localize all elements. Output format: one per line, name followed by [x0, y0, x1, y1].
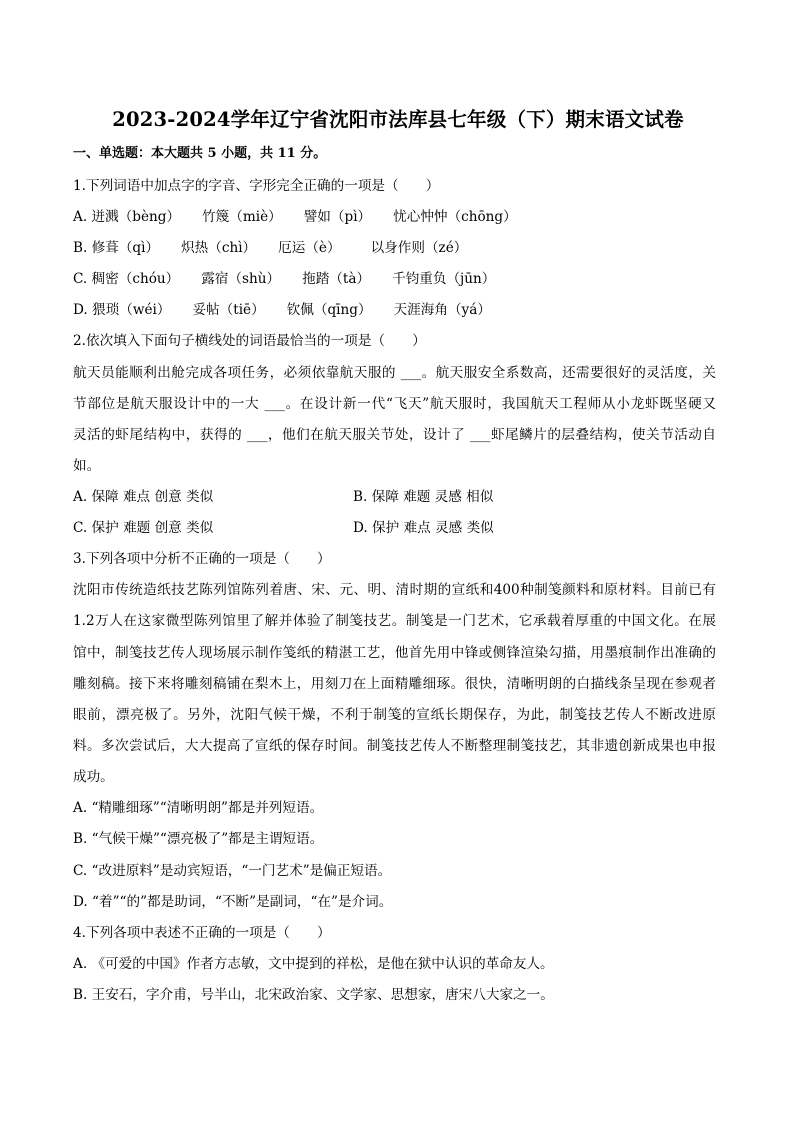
q1-stem: 1.下列词语中加点字的字音、字形完全正确的一项是（ ） — [73, 178, 440, 194]
q1-c-word4: 千钧重负（jūn） — [392, 271, 496, 287]
q2-option-d: D. 保护 难点 灵感 类似 — [353, 520, 494, 536]
q3-passage-line: 馆中，制笺技艺传人现场展示制作笺纸的精湛工艺，他首先用中锋或侧锋渲染勾描，用墨痕制作出准确的 — [73, 645, 716, 661]
q2-passage-line: 航天员能顺利出舱完成各项任务，必须依靠航天服的 ___。航天服安全系数高，还需要很好的灵活度，关 — [73, 365, 716, 381]
q2-option-c: C. 保护 难题 创意 类似 — [73, 520, 214, 536]
q4-stem: 4.下列各项中表述不正确的一项是（ ） — [73, 925, 331, 941]
q2-passage-line: 节部位是航天服设计中的一大 ___。在设计新一代“飞天”航天服时，我国航天工程师从小龙虾既坚硬又 — [73, 396, 716, 412]
q2-passage-line: 如。 — [73, 458, 101, 474]
q3-stem: 3.下列各项中分析不正确的一项是（ ） — [73, 551, 331, 567]
q1-a-word2: 竹篾（miè） — [202, 209, 282, 225]
section-heading: 一、单选题：本大题共 5 小题，共 11 分。 — [73, 146, 327, 161]
q1-c-word1: C. 稠密（chóu） — [73, 271, 180, 287]
q2-passage-line: 灵活的虾尾结构中，获得的 ___，他们在航天服关节处，设计了 ___虾尾鳞片的层叠结构，使关节活动自 — [73, 427, 716, 443]
q3-passage-line: 料。多次尝试后，大大提高了宣纸的保存时间。制笺技艺传人不断整理制笺技艺，其非遗创新成果也申报 — [73, 738, 716, 754]
q3-option-d: D. “着”“的”都是助词，“不断”是副词，“在”是介词。 — [73, 894, 393, 910]
q1-a-word4: 忧心忡忡（chōng） — [393, 209, 517, 225]
q2-option-a: A. 保障 难点 创意 类似 — [73, 489, 214, 505]
q1-b-word2: 炽热（chì） — [181, 240, 257, 256]
q1-option-b — [73, 239, 467, 257]
page-title: 2023-2024学年辽宁省沈阳市法库县七年级（下）期末语文试卷 — [112, 108, 684, 131]
q1-a-word3: 譬如（pì） — [303, 209, 372, 225]
q3-passage-line: 眼前，漂亮极了。另外，沈阳气候干燥，不利于制笺的宣纸长期保存，为此，制笺技艺传人不断改进原 — [73, 707, 716, 723]
q4-option-a: A. 《可爱的中国》作者方志敏，文中提到的祥松，是他在狱中认识的革命友人。 — [73, 956, 554, 972]
q3-passage-line: 沈阳市传统造纸技艺陈列馆陈列着唐、宋、元、明、清时期的宣纸和400种制笺颜料和原材料。目前已有 — [73, 582, 716, 598]
q3-option-a: A. “精雕细琢”“清晰明朗”都是并列短语。 — [73, 800, 324, 816]
q1-d-word3: 钦佩（qīng） — [286, 302, 372, 318]
q1-option-c — [73, 270, 495, 288]
q1-c-word3: 拖踏（tà） — [302, 271, 371, 287]
q3-option-b: B. “气候干燥”“漂亮极了”都是主谓短语。 — [73, 831, 324, 847]
q2-option-b: B. 保障 难题 灵感 相似 — [353, 489, 494, 505]
q1-d-word2: 妥帖（tiē） — [192, 302, 265, 318]
q3-passage-line: 成功。 — [73, 769, 114, 785]
q1-a-word1: A. 迸溅（bèng） — [73, 209, 181, 225]
q1-c-word2: 露宿（shù） — [201, 271, 281, 287]
q1-d-word4: 天涯海角（yá） — [393, 302, 491, 318]
q1-b-word1: B. 修葺（qì） — [73, 240, 160, 256]
q3-option-c: C. “改进原料”是动宾短语，“一门艺术”是偏正短语。 — [73, 863, 392, 879]
q2-stem: 2.依次填入下面句子横线处的词语最恰当的一项是（ ） — [73, 333, 426, 349]
q1-b-word4: 以身作则（zé） — [370, 240, 468, 256]
q1-d-word1: D. 猥琐（wéi） — [73, 302, 171, 318]
q1-option-a — [73, 208, 517, 226]
q3-passage-line: 雕刻稿。接下来将雕刻稿铺在梨木上，用刻刀在上面精雕细琢。很快，清晰明朗的白描线条呈现在参观者 — [73, 676, 716, 692]
q3-passage-line: 1.2万人在这家微型陈列馆里了解并体验了制笺技艺。制笺是一门艺术，它承载着厚重的中国文化。在展 — [73, 613, 716, 629]
q1-b-word3: 厄运（è） — [278, 240, 341, 256]
q1-option-d — [73, 301, 491, 319]
q4-option-b: B. 王安石，字介甫，号半山，北宋政治家、文学家、思想家，唐宋八大家之一。 — [73, 987, 554, 1003]
